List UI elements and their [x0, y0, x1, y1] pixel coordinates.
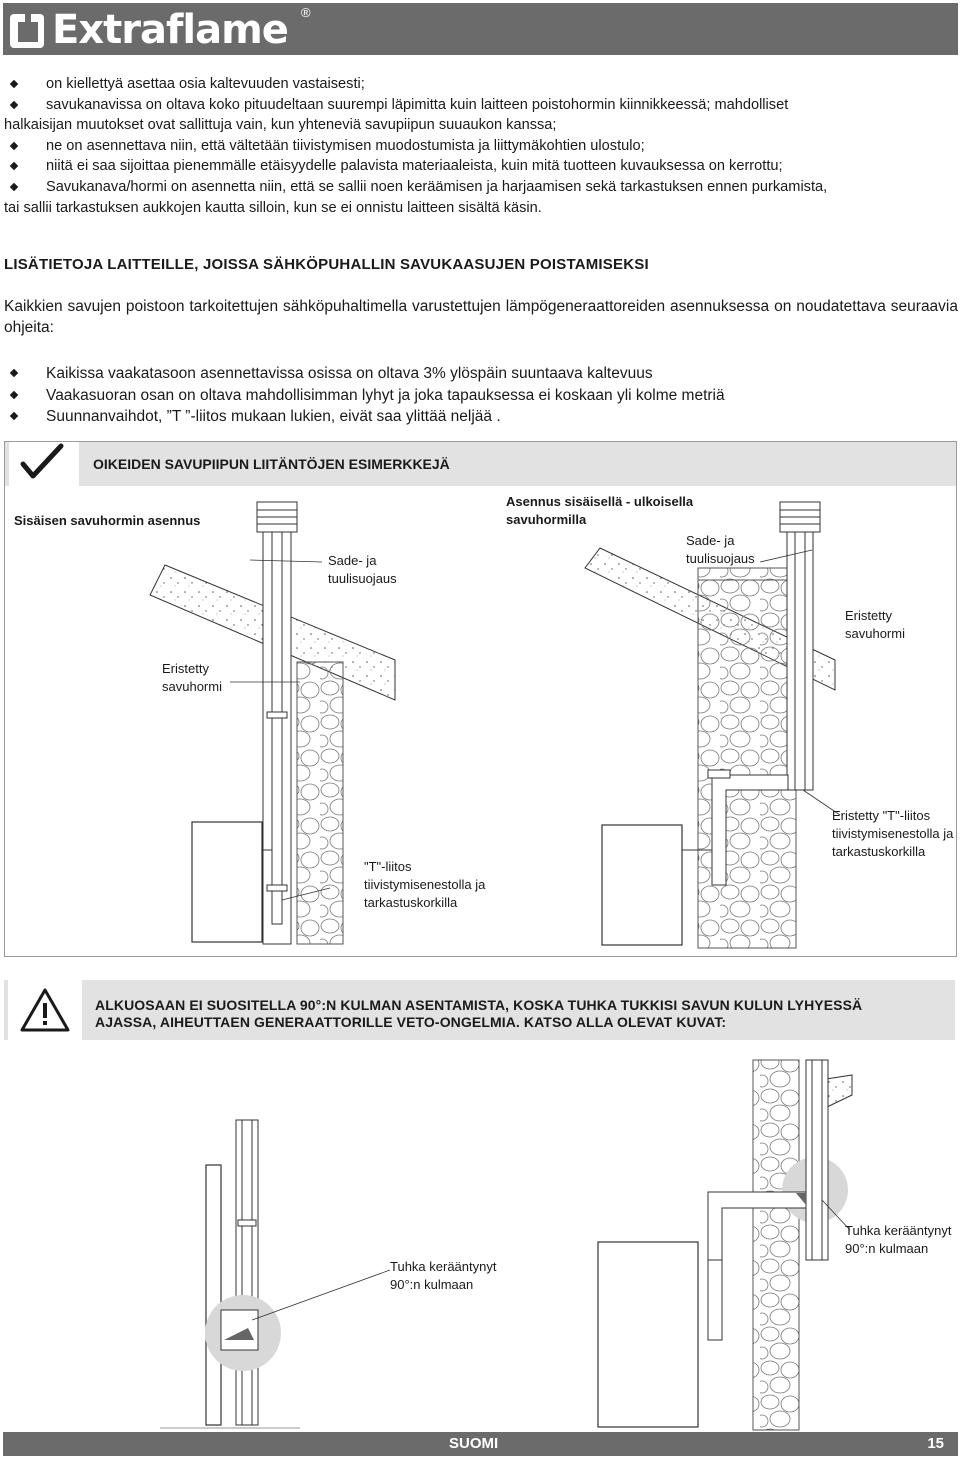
- warning-text: ALKUOSAAN EI SUOSITELLA 90°:N KULMAN ASENTAMISTA, KOSKA TUHKA TUKKISI SAVUN KULUN LYHYESSÄ AJASSA, AIHEUTTAEN GENERAATTORILLE VETO-ONGELMIA. KATSO ALLA OLEVAT KUVAT:: [95, 997, 863, 1030]
- section-intro: Kaikkien savujen poistoon tarkoitettujen sähköpuhaltimella varustettujen lämpögeneraattoreiden asennuksessa on noudatettava seuraavia ohjeita:: [4, 298, 958, 336]
- right-t-label: Eristetty "T"-liitos tiivistymisenestolla ja tarkastuskorkilla: [832, 808, 954, 859]
- left-diagram-title: Sisäisen savuhormin asennus: [14, 513, 201, 528]
- stone-wall-left: [297, 662, 343, 944]
- list-item: Vaakasuoran osan on oltava mahdollisimman lyhyt ja joka tapauksessa ei koskaan yli kolme metriä: [4, 385, 958, 407]
- list-item: niitä ei saa sijoittaa pienemmälle etäisyydelle palavista materiaaleista, kuin mitä tuotteen kuvauksessa on kerrottu;: [4, 156, 958, 177]
- right-warning-diagram: [598, 1060, 852, 1430]
- stove-left: [192, 822, 262, 942]
- stove-warning-right: [598, 1242, 698, 1427]
- list-item: Savukanava/hormi on asennetta niin, että se sallii noen keräämisen ja harjaamisen sekä tarkastuksen ennen purkamista,: [4, 177, 958, 198]
- panel-title: OIKEIDEN SAVUPIIPUN LIITÄNTÖJEN ESIMERKKEJÄ: [93, 456, 450, 472]
- right-diagram-title: Asennus sisäisellä - ulkoisella savuhormilla: [506, 494, 694, 527]
- list-item-continuation: tai sallii tarkastuksen aukkojen kautta silloin, kun se ei onnistu laitteen sisältä käsin.: [4, 199, 542, 216]
- list-item: on kiellettyä asettaa osia kaltevuuden vastaisesti;: [4, 74, 958, 95]
- list-item: Kaikissa vaakatasoon asennettavissa osissa on oltava 3% ylöspäin suuntaava kaltevuus: [4, 363, 958, 385]
- stove-warning-left: [206, 1165, 221, 1425]
- brand-name: Extraflame: [52, 7, 288, 53]
- right-ash-label: Tuhka kerääntynyt 90°:n kulmaan: [845, 1223, 952, 1256]
- stove-right: [602, 825, 682, 945]
- stone-wall-warning: [753, 1060, 799, 1430]
- page-footer: [3, 1432, 958, 1456]
- left-chimney-label: Eristetty savuhormi: [162, 661, 222, 694]
- left-cap-label: Sade- ja tuulisuojaus: [328, 553, 397, 586]
- left-ash-label: Tuhka kerääntynyt 90°:n kulmaan: [390, 1259, 497, 1292]
- left-warning-diagram: [160, 1120, 390, 1428]
- list-item: ne on asennettava niin, että vältetään tiivistymisen muodostumista ja liittymäkohtien ulostulo;: [4, 136, 958, 157]
- right-installation-diagram: [585, 502, 840, 948]
- list-item-continuation: halkaisijan muutokset ovat sallittuja vain, kun yhteneviä savupiipun suuaukon kanssa;: [4, 117, 557, 134]
- registered-mark: ®: [301, 5, 311, 20]
- warning-banner: [4, 980, 955, 1040]
- list-item: Suunnanvaihdot, ”T ”-liitos mukaan lukien, eivät saa ylittää neljää .: [4, 406, 958, 428]
- list-item: savukanavissa on oltava koko pituudeltaan suurempi läpimitta kuin laitteen poistohormin kiinnikkeessä; mahdolliset: [4, 95, 958, 116]
- page-number: 15: [927, 1435, 944, 1452]
- left-t-label: "T"-liitos tiivistymisenestolla ja tarkastuskorkilla: [364, 859, 486, 910]
- footer-language: SUOMI: [449, 1435, 499, 1452]
- right-chimney-label: Eristetty savuhormi: [845, 608, 905, 641]
- section-title: LISÄTIETOJA LAITTEILLE, JOISSA SÄHKÖPUHALLIN SAVUKAASUJEN POISTAMISEKSI: [4, 256, 649, 273]
- right-cap-label: Sade- ja tuulisuojaus: [686, 533, 755, 566]
- stone-wall-right: [698, 568, 796, 948]
- warning-icon: [8, 980, 82, 1040]
